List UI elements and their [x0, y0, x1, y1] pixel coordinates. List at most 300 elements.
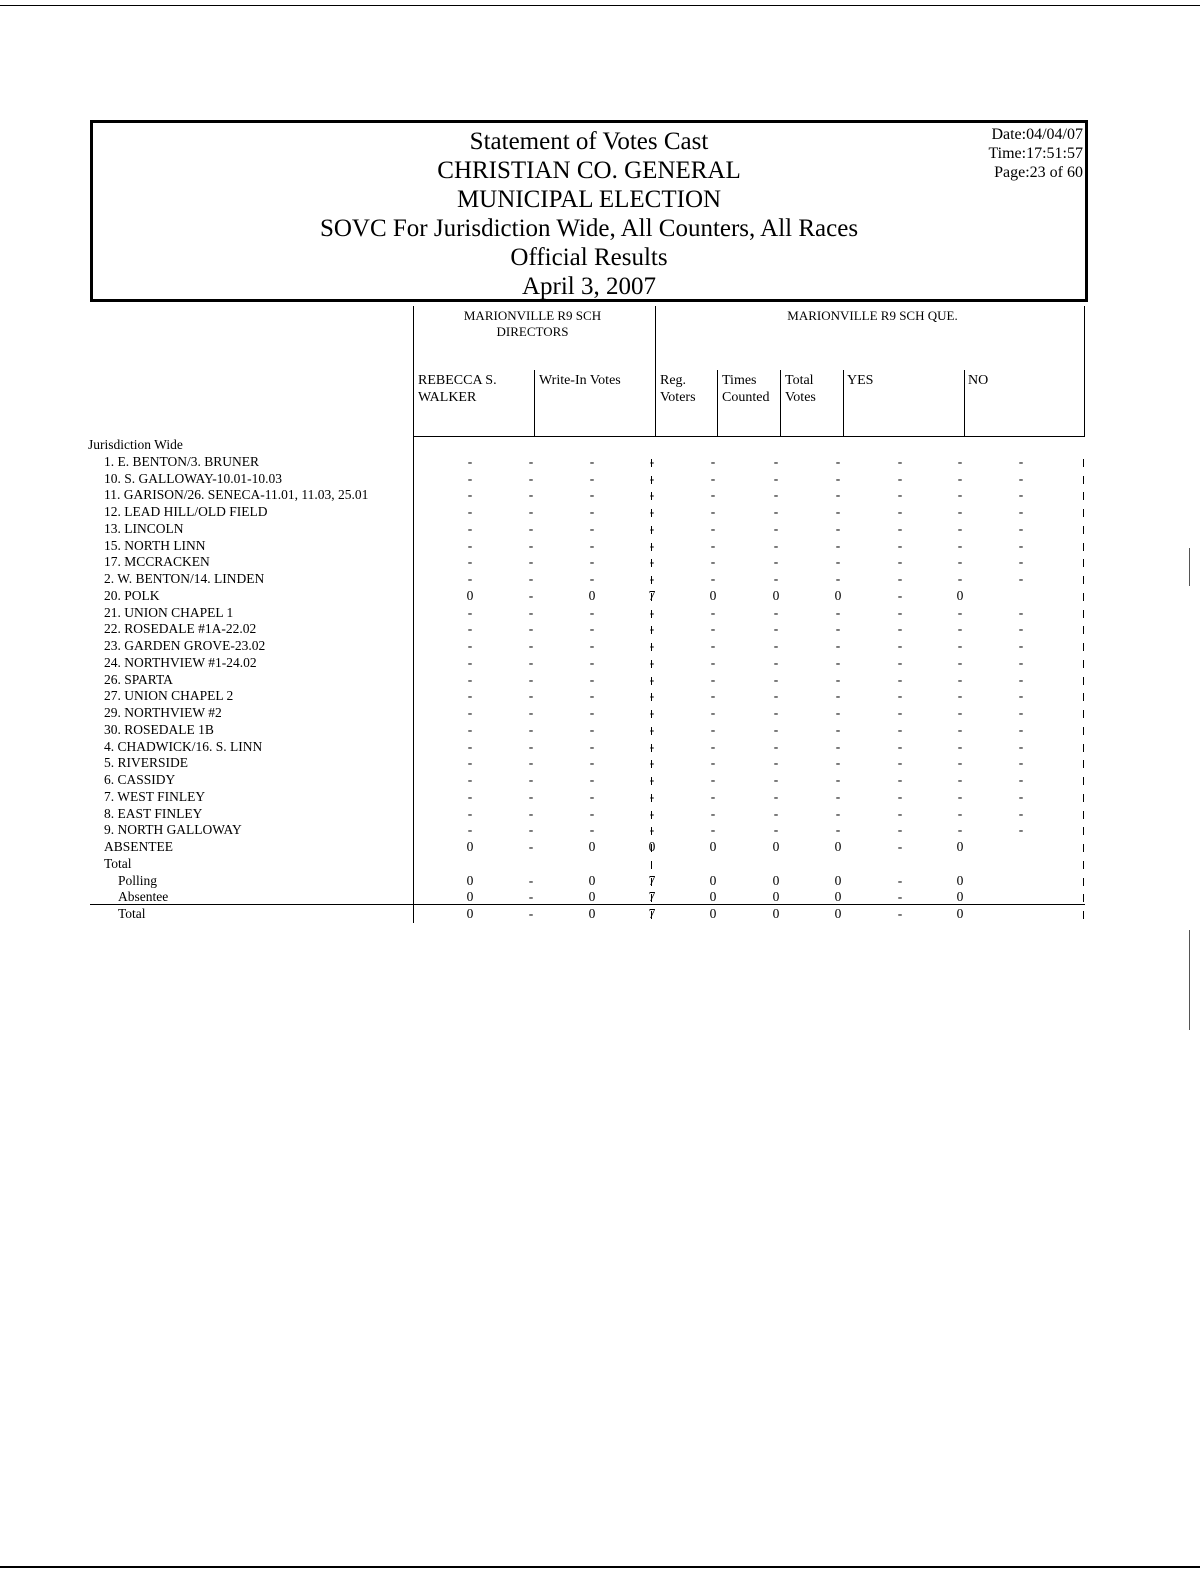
cell-tick-mark: [1083, 727, 1084, 735]
report-title-line-4: SOVC For Jurisdiction Wide, All Counters, All Races: [319, 215, 859, 242]
row-value: 0: [588, 906, 596, 921]
row-value: -: [773, 738, 779, 754]
row-value: -: [835, 638, 841, 653]
row-value: -: [710, 654, 716, 670]
row-value: -: [773, 453, 779, 469]
row-value: 0: [466, 839, 474, 854]
cell-tick-mark: [651, 660, 652, 668]
table-row: [0, 504, 1200, 521]
cell-tick-mark: [651, 760, 652, 768]
row-value: -: [897, 604, 903, 620]
row-value: 0: [772, 587, 780, 603]
row-value: 0: [466, 587, 474, 603]
row-value: 7: [648, 587, 656, 603]
table-row: [0, 755, 1200, 772]
row-value: -: [467, 755, 473, 771]
row-value: -: [1018, 755, 1024, 771]
row-value: -: [649, 554, 655, 570]
col-header-no: NO: [968, 373, 989, 388]
row-value: -: [589, 621, 595, 637]
row-value: -: [835, 671, 841, 687]
row-value: 0: [709, 889, 717, 905]
row-label: 11. GARISON/26. SENECA-11.01, 11.03, 25.01: [104, 487, 369, 503]
row-label: 10. S. GALLOWAY-10.01-10.03: [104, 470, 282, 486]
row-value: -: [835, 705, 841, 720]
row-value: -: [528, 504, 534, 519]
row-value: -: [649, 604, 655, 620]
row-value: 0: [648, 839, 656, 854]
row-value: -: [710, 772, 716, 787]
row-value: -: [897, 906, 903, 921]
row-value: -: [467, 788, 473, 804]
table-row: [0, 521, 1200, 538]
row-value: -: [1018, 822, 1024, 838]
row-value: -: [528, 571, 534, 586]
row-value: -: [528, 705, 534, 720]
cell-tick-mark: [651, 844, 652, 852]
row-value: -: [835, 520, 841, 536]
row-value: -: [1018, 571, 1024, 586]
row-value: 0: [834, 872, 842, 888]
row-value: -: [835, 788, 841, 804]
row-label: 26. SPARTA: [104, 671, 173, 687]
table-row: [0, 454, 1200, 471]
row-value: -: [897, 738, 903, 754]
row-value: -: [957, 738, 963, 754]
cell-tick-mark: [651, 827, 652, 835]
row-value: -: [773, 755, 779, 771]
row-value: -: [467, 822, 473, 838]
row-value: -: [773, 671, 779, 687]
row-value: -: [467, 772, 473, 787]
row-value: -: [835, 721, 841, 737]
row-value: -: [589, 520, 595, 536]
row-value: -: [467, 721, 473, 737]
grid-line: [964, 370, 965, 437]
row-label: 24. NORTHVIEW #1-24.02: [104, 654, 257, 670]
row-value: -: [1018, 621, 1024, 637]
row-value: 0: [709, 906, 717, 921]
row-value: -: [835, 554, 841, 570]
row-label: 12. LEAD HILL/OLD FIELD: [104, 504, 268, 519]
cell-tick-mark: [651, 492, 652, 500]
cell-tick-mark: [1083, 626, 1084, 634]
row-value: -: [773, 705, 779, 720]
row-value: -: [835, 654, 841, 670]
cell-tick-mark: [651, 878, 652, 886]
row-value: 0: [956, 906, 964, 921]
row-value: -: [710, 788, 716, 804]
cell-tick-mark: [1083, 861, 1084, 869]
grid-line: [534, 370, 535, 437]
cell-tick-mark: [1083, 894, 1084, 902]
row-value: -: [528, 772, 534, 787]
row-value: -: [710, 822, 716, 838]
row-value: -: [835, 738, 841, 754]
col-header-times-counted: Times Counted: [722, 373, 770, 405]
row-label: 21. UNION CHAPEL 1: [104, 604, 234, 620]
cell-tick-mark: [651, 576, 652, 584]
row-label: 22. ROSEDALE #1A-22.02: [104, 621, 257, 637]
group-header-question: MARIONVILLE R9 SCH QUE.: [787, 308, 958, 323]
cell-tick-mark: [1083, 693, 1084, 701]
report-header: [90, 120, 1088, 302]
row-value: -: [528, 638, 534, 653]
row-value: -: [589, 721, 595, 737]
table-row: [0, 722, 1200, 739]
row-value: -: [897, 671, 903, 687]
row-value: -: [1018, 805, 1024, 821]
row-value: 7: [648, 872, 656, 888]
row-value: -: [957, 537, 963, 553]
row-value: 0: [772, 906, 780, 921]
row-value: -: [710, 671, 716, 687]
row-value: -: [1018, 654, 1024, 670]
table-row: [0, 906, 1200, 923]
row-value: -: [897, 688, 903, 704]
cell-tick-mark: [651, 710, 652, 718]
row-value: -: [1018, 520, 1024, 536]
cell-tick-mark: [651, 677, 652, 685]
row-value: -: [957, 621, 963, 637]
row-value: -: [1018, 705, 1024, 720]
row-value: -: [897, 504, 903, 519]
table-row: [0, 839, 1200, 856]
row-value: -: [528, 872, 534, 888]
report-meta: [988, 125, 1083, 182]
row-value: -: [835, 604, 841, 620]
table-row: [0, 688, 1200, 705]
row-value: 0: [772, 872, 780, 888]
row-label: ABSENTEE: [104, 839, 173, 854]
row-value: -: [528, 805, 534, 821]
table-row: [0, 856, 1200, 873]
row-label: 17. MCCRACKEN: [104, 554, 210, 570]
table-row: [0, 789, 1200, 806]
row-value: -: [710, 688, 716, 704]
row-value: -: [528, 621, 534, 637]
row-value: -: [957, 688, 963, 704]
cell-tick-mark: [651, 861, 652, 869]
report-time: Time:17:51:57: [988, 145, 1083, 162]
cell-tick-mark: [1083, 744, 1084, 752]
row-value: -: [589, 788, 595, 804]
row-value: -: [1018, 453, 1024, 469]
row-value: -: [835, 504, 841, 519]
row-label: 29. NORTHVIEW #2: [104, 705, 222, 720]
grid-line: [717, 370, 718, 437]
row-value: -: [589, 688, 595, 704]
cell-tick-mark: [651, 476, 652, 484]
row-value: -: [1018, 470, 1024, 486]
row-value: -: [957, 487, 963, 503]
row-value: -: [1018, 504, 1024, 519]
row-value: -: [589, 504, 595, 519]
row-value: -: [773, 537, 779, 553]
row-value: -: [1018, 671, 1024, 687]
row-value: 0: [466, 889, 474, 905]
row-value: -: [649, 520, 655, 536]
row-value: -: [649, 487, 655, 503]
row-value: -: [649, 638, 655, 653]
row-value: -: [1018, 487, 1024, 503]
row-value: -: [467, 453, 473, 469]
table-row: [0, 487, 1200, 504]
row-value: -: [710, 554, 716, 570]
cell-tick-mark: [1083, 760, 1084, 768]
row-value: -: [467, 705, 473, 720]
cell-tick-mark: [1083, 677, 1084, 685]
row-label: 27. UNION CHAPEL 2: [104, 688, 234, 704]
table-row: [0, 621, 1200, 638]
row-value: -: [897, 571, 903, 586]
report-title-line-5: Official Results: [510, 244, 668, 271]
row-value: -: [897, 487, 903, 503]
row-value: -: [589, 571, 595, 586]
row-value: -: [773, 504, 779, 519]
row-label: 4. CHADWICK/16. S. LINN: [104, 738, 263, 754]
cell-tick-mark: [1083, 492, 1084, 500]
row-value: -: [467, 537, 473, 553]
cell-tick-mark: [651, 643, 652, 651]
cell-tick-mark: [1083, 559, 1084, 567]
row-label: Jurisdiction Wide: [88, 437, 183, 452]
row-label: 23. GARDEN GROVE-23.02: [104, 638, 266, 653]
row-value: -: [897, 772, 903, 787]
row-value: -: [589, 654, 595, 670]
report-title-line-1: Statement of Votes Cast: [469, 128, 709, 155]
row-value: -: [528, 654, 534, 670]
cell-tick-mark: [651, 526, 652, 534]
row-value: -: [649, 537, 655, 553]
row-value: -: [1018, 537, 1024, 553]
cell-tick-mark: [651, 459, 652, 467]
row-value: -: [897, 554, 903, 570]
row-value: -: [649, 805, 655, 821]
table-row: [0, 638, 1200, 655]
row-value: -: [467, 571, 473, 586]
row-label: 1. E. BENTON/3. BRUNER: [104, 453, 260, 469]
row-label: Absentee: [118, 889, 169, 905]
row-value: -: [528, 520, 534, 536]
row-value: -: [649, 705, 655, 720]
row-value: -: [528, 688, 534, 704]
row-label: 7. WEST FINLEY: [104, 788, 206, 804]
row-value: -: [773, 604, 779, 620]
row-label: 2. W. BENTON/14. LINDEN: [104, 571, 265, 586]
row-value: -: [897, 839, 903, 854]
row-value: -: [897, 788, 903, 804]
row-value: -: [528, 487, 534, 503]
row-label: 9. NORTH GALLOWAY: [104, 822, 242, 838]
row-value: -: [649, 772, 655, 787]
cell-tick-mark: [651, 794, 652, 802]
grid-line: [413, 306, 414, 437]
row-value: 0: [956, 889, 964, 905]
row-value: -: [649, 504, 655, 519]
cell-tick-mark: [651, 727, 652, 735]
row-label: 20. POLK: [104, 587, 160, 603]
row-value: -: [897, 520, 903, 536]
row-value: 0: [834, 889, 842, 905]
row-value: -: [957, 822, 963, 838]
row-value: -: [649, 470, 655, 486]
cell-tick-mark: [1083, 526, 1084, 534]
table-row: [0, 605, 1200, 622]
row-value: -: [467, 621, 473, 637]
row-value: -: [710, 571, 716, 586]
bottom-rule: [0, 1566, 1200, 1568]
row-value: -: [528, 755, 534, 771]
row-value: 0: [772, 889, 780, 905]
row-value: -: [649, 822, 655, 838]
row-value: -: [649, 721, 655, 737]
row-value: 0: [709, 872, 717, 888]
cell-tick-mark: [1083, 476, 1084, 484]
row-value: -: [528, 788, 534, 804]
row-value: -: [773, 470, 779, 486]
table-row: [0, 822, 1200, 839]
row-value: 0: [588, 587, 596, 603]
table-row: [0, 705, 1200, 722]
row-value: -: [1018, 604, 1024, 620]
row-value: -: [467, 604, 473, 620]
row-value: -: [835, 772, 841, 787]
row-label: 13. LINCOLN: [104, 520, 184, 536]
row-value: 0: [588, 889, 596, 905]
row-value: -: [589, 805, 595, 821]
cell-tick-mark: [1083, 509, 1084, 517]
row-value: -: [589, 755, 595, 771]
row-value: -: [467, 638, 473, 653]
row-value: -: [467, 671, 473, 687]
row-value: -: [1018, 738, 1024, 754]
table-row: [0, 655, 1200, 672]
row-value: -: [957, 638, 963, 653]
row-value: -: [467, 520, 473, 536]
cell-tick-mark: [651, 777, 652, 785]
row-value: -: [773, 638, 779, 653]
row-label: Total: [118, 906, 146, 921]
table-row: [0, 554, 1200, 571]
row-value: -: [957, 671, 963, 687]
row-value: -: [957, 654, 963, 670]
col-header-total-votes: Total Votes: [785, 373, 816, 405]
row-value: -: [589, 554, 595, 570]
row-value: -: [528, 839, 534, 854]
row-value: -: [773, 688, 779, 704]
group-header-directors: MARIONVILLE R9 SCH DIRECTORS: [463, 308, 602, 339]
grid-line: [1084, 306, 1085, 437]
row-value: -: [649, 755, 655, 771]
row-value: 0: [709, 839, 717, 854]
row-value: -: [649, 453, 655, 469]
cell-tick-mark: [1083, 593, 1084, 601]
report-title-line-3: MUNICIPAL ELECTION: [456, 186, 722, 213]
row-value: -: [957, 453, 963, 469]
row-value: -: [710, 638, 716, 653]
row-value: -: [835, 487, 841, 503]
row-value: -: [589, 772, 595, 787]
row-value: -: [589, 487, 595, 503]
row-value: -: [773, 788, 779, 804]
row-value: -: [897, 470, 903, 486]
row-value: -: [710, 537, 716, 553]
cell-tick-mark: [1083, 459, 1084, 467]
report-page: Page:23 of 60: [994, 164, 1083, 181]
row-value: -: [957, 772, 963, 787]
row-value: -: [467, 470, 473, 486]
cell-tick-mark: [1083, 911, 1084, 919]
row-value: 0: [956, 839, 964, 854]
col-header-yes: YES: [847, 373, 874, 388]
table-row: [0, 889, 1200, 906]
row-value: -: [897, 453, 903, 469]
cell-tick-mark: [651, 811, 652, 819]
grid-line: [843, 370, 844, 437]
cell-tick-mark: [651, 911, 652, 919]
row-value: -: [835, 688, 841, 704]
row-value: -: [649, 738, 655, 754]
row-value: -: [897, 889, 903, 905]
row-value: -: [528, 554, 534, 570]
row-value: -: [957, 604, 963, 620]
row-value: -: [649, 571, 655, 586]
row-value: -: [1018, 772, 1024, 787]
row-value: -: [710, 721, 716, 737]
row-value: -: [957, 470, 963, 486]
row-value: -: [467, 487, 473, 503]
row-value: -: [710, 738, 716, 754]
table-row: [0, 873, 1200, 890]
row-value: -: [528, 470, 534, 486]
cell-tick-mark: [1083, 643, 1084, 651]
row-value: -: [897, 721, 903, 737]
table-row: [0, 437, 1200, 454]
row-value: -: [957, 520, 963, 536]
row-value: -: [467, 805, 473, 821]
row-value: -: [773, 772, 779, 787]
row-value: -: [897, 621, 903, 637]
row-value: -: [528, 604, 534, 620]
row-value: 0: [772, 839, 780, 854]
row-value: -: [528, 721, 534, 737]
row-value: -: [710, 621, 716, 637]
row-value: -: [1018, 721, 1024, 737]
row-value: -: [957, 721, 963, 737]
row-value: -: [897, 872, 903, 888]
row-value: -: [710, 487, 716, 503]
cell-tick-mark: [651, 509, 652, 517]
row-value: 7: [648, 906, 656, 921]
row-value: -: [649, 688, 655, 704]
row-value: -: [1018, 554, 1024, 570]
row-value: -: [528, 738, 534, 754]
row-value: 0: [956, 872, 964, 888]
row-label: 30. ROSEDALE 1B: [104, 721, 214, 737]
table-row: [0, 571, 1200, 588]
grid-line: [655, 306, 656, 437]
row-value: -: [710, 470, 716, 486]
row-value: -: [957, 571, 963, 586]
row-value: -: [957, 805, 963, 821]
row-value: 0: [834, 906, 842, 921]
table-row: [0, 588, 1200, 605]
row-value: -: [528, 889, 534, 905]
row-value: -: [897, 587, 903, 603]
row-value: -: [528, 671, 534, 687]
row-value: -: [835, 571, 841, 586]
